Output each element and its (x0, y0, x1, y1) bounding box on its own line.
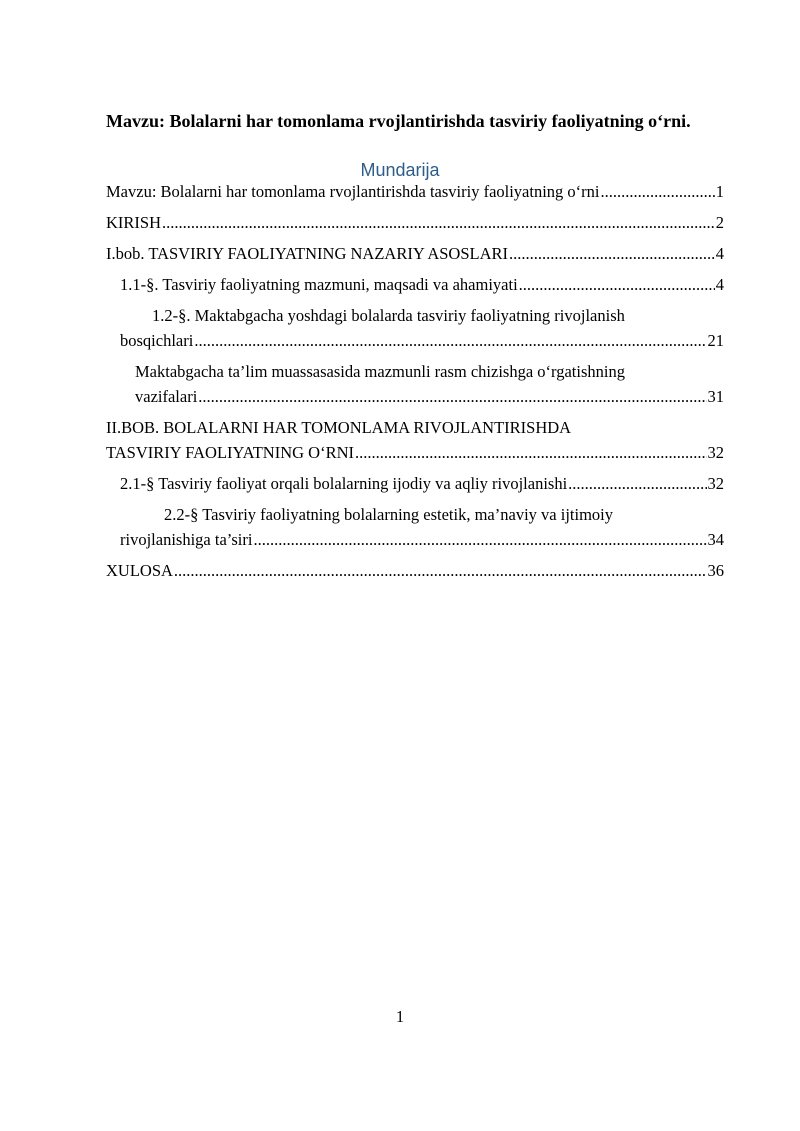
toc-entry-section-1-3[interactable] (106, 359, 724, 409)
toc-heading: Mundarija (360, 160, 440, 180)
toc-page-number: 34 (707, 530, 724, 549)
toc-entry-text-line1: 2.2-§ Tasviriy faoliyatning bolalarning estetik, ma’naviy va ijtimoiy (164, 505, 613, 524)
toc-entry-section-1-2[interactable] (106, 303, 724, 353)
toc-entry-text: 1.1-§. Tasviriy faoliyatning mazmuni, maqsadi va ahamiyati (120, 275, 518, 294)
toc-page-number: 2 (715, 213, 724, 232)
toc-entry-text-line1: II.BOB. BOLALARNI HAR TOMONLAMA RIVOJLANTIRISHDA (106, 418, 572, 437)
toc-entry-section-2-2[interactable] (106, 502, 724, 552)
toc-entry-text: XULOSA (106, 561, 173, 580)
toc-entry-text-line2: bosqichlari (120, 331, 194, 350)
toc-entry-text-line2: rivojlanishiga ta’siri (120, 530, 253, 549)
toc-entry-chapter-2[interactable] (106, 415, 724, 465)
toc-leader-dots (355, 440, 707, 465)
toc-page-number: 4 (715, 275, 724, 294)
toc-leader-dots (601, 179, 715, 204)
toc-page-number: 32 (707, 474, 724, 493)
toc-entry-section-1-1[interactable] (106, 272, 724, 297)
toc-page-number: 32 (707, 443, 724, 462)
toc-entry-text-line1: Maktabgacha ta’lim muassasasida mazmunli rasm chizishga o‘rgatishning (135, 362, 625, 381)
toc-entry-text: 2.1-§ Tasviriy faoliyat orqali bolalarning ijodiy va aqliy rivojlanishi (120, 474, 568, 493)
toc-entry-text-line1: 1.2-§. Maktabgacha yoshdagi bolalarda tasviriy faoliyatning rivojlanish (152, 306, 625, 325)
toc-page-number: 21 (707, 331, 724, 350)
toc-leader-dots (198, 384, 706, 409)
toc-page-number: 36 (707, 561, 724, 580)
toc-page-number: 1 (715, 182, 724, 201)
toc-entry-text-line2: TASVIRIY FAOLIYATNING O‘RNI (106, 443, 354, 462)
toc-leader-dots (568, 471, 706, 496)
toc-leader-dots (174, 558, 707, 583)
page-number-footer: 1 (395, 1007, 405, 1026)
toc-entry-text: KIRISH (106, 213, 162, 232)
toc-entry-chapter-1[interactable] (106, 241, 724, 266)
toc-leader-dots (253, 527, 706, 552)
toc-entry-kirish[interactable] (106, 210, 724, 235)
toc-entry-text: I.bob. TASVIRIY FAOLIYATNING NAZARIY ASOSLARI (106, 244, 509, 263)
toc-entry-xulosa[interactable] (106, 558, 724, 583)
toc-leader-dots (194, 328, 706, 353)
toc-entry-text: Mavzu: Bolalarni har tomonlama rvojlantirishda tasviriy faoliyatning o‘rni (106, 182, 600, 201)
toc-entry-mavzu[interactable] (106, 179, 724, 204)
document-title: Mavzu: Bolalarni har tomonlama rvojlantirishda tasviriy faoliyatning o‘rni. (106, 111, 691, 131)
toc-leader-dots (162, 210, 715, 235)
toc-leader-dots (509, 241, 715, 266)
toc-page-number: 4 (715, 244, 724, 263)
toc-entry-section-2-1[interactable] (106, 471, 724, 496)
toc-page-number: 31 (707, 387, 724, 406)
table-of-contents (106, 179, 724, 589)
toc-entry-text-line2: vazifalari (135, 387, 198, 406)
toc-leader-dots (519, 272, 715, 297)
